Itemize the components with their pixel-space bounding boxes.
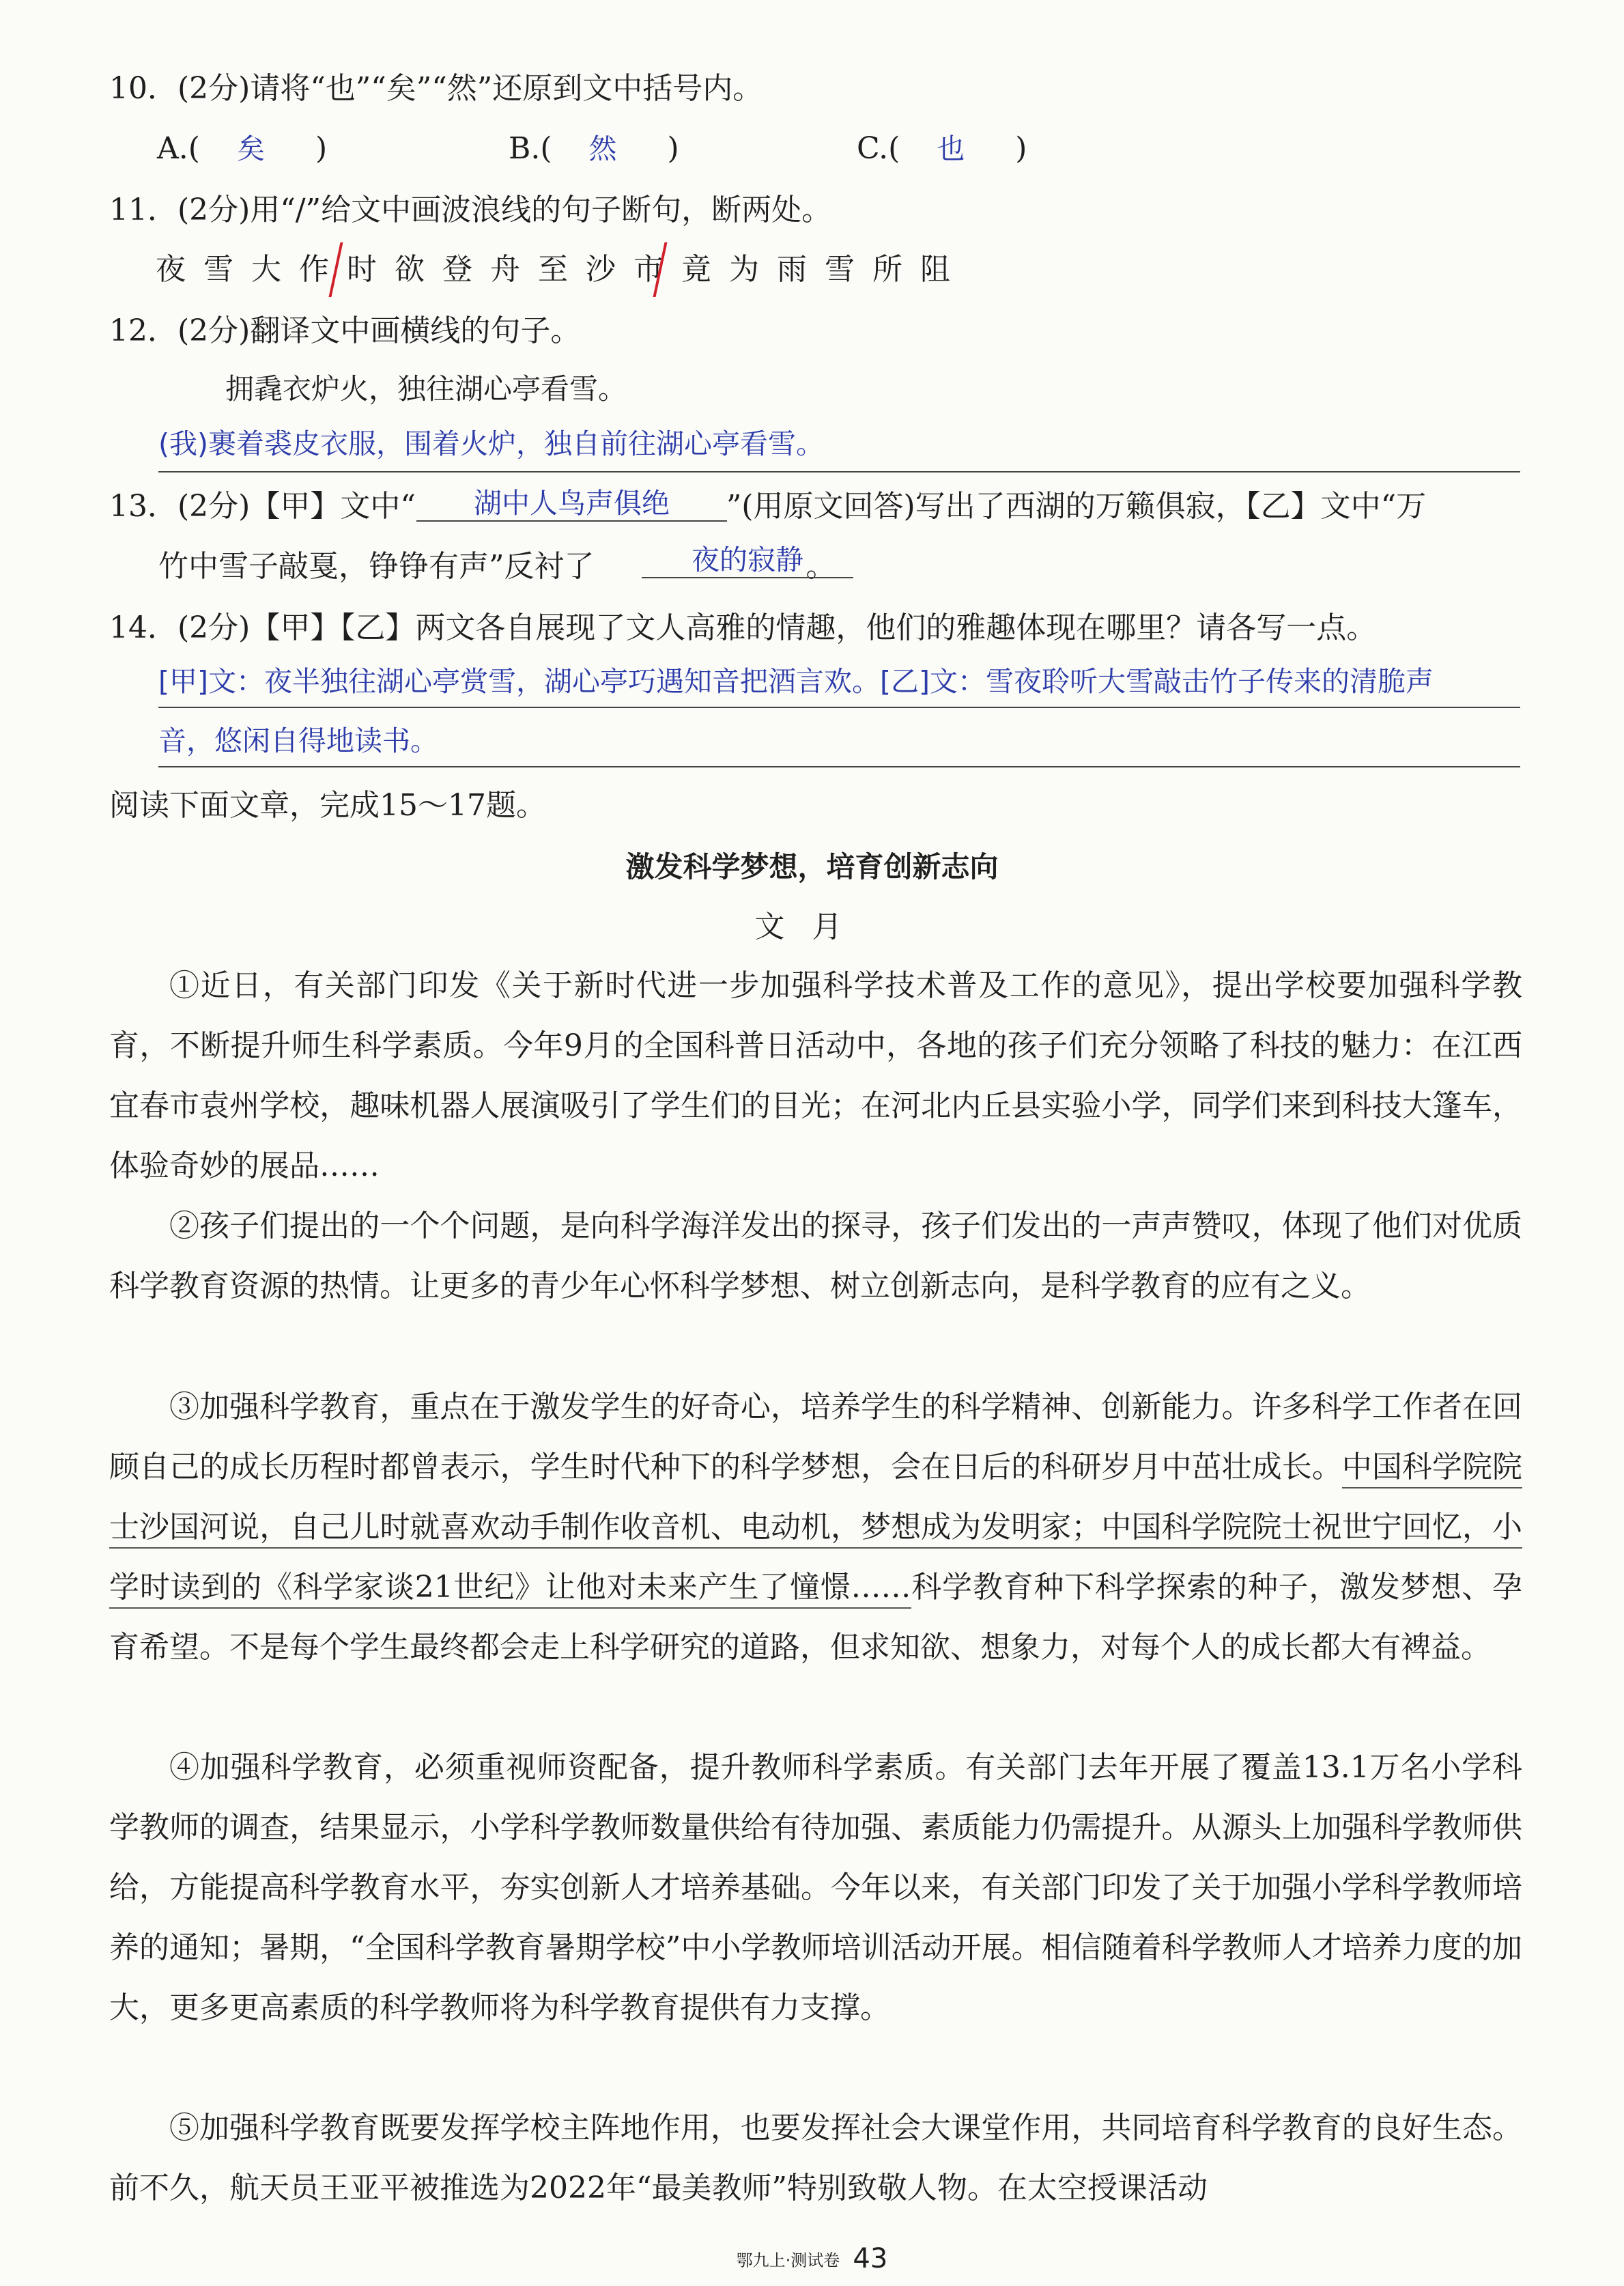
q10-b-close: ) (667, 131, 679, 166)
q12-stem: 12．(2分)翻译文中画横线的句子。 (109, 313, 581, 348)
q10-option-b (509, 128, 679, 169)
page-footer (0, 2243, 1624, 2274)
q11-part2: 时欲登舟至沙市 (347, 252, 681, 287)
q10-c-close: ) (1015, 131, 1027, 166)
q10-option-c (857, 128, 1027, 169)
q14-answer-rule2 (158, 766, 1520, 767)
q13-line2-pre: 竹中雪子敲戛，铮铮有声”反衬了 (158, 549, 595, 584)
q10-b-label: B.( (509, 131, 552, 166)
article-paragraph-1: ①近日，有关部门印发《关于新时代进一步加强科学技术普及工作的意见》，提出学校要加强科学教育，不断提升师生科学素质。今年9月的全国科普日活动中，各地的孩子们充分领略了科技的魅力：在江西宜春市袁州学校，趣味机器人展演吸引了学生们的目光；在河北内丘县实验小学，同学们来到科技大篷车，体验奇妙的展品…… (109, 968, 1522, 1183)
q13-blank2: 夜的寂静 (642, 543, 853, 578)
q14-answer-line1: [甲]文：夜半独往湖心亭赏雪，湖心亭巧遇知音把酒言欢。[乙]文：雪夜聆听大雪敲击竹子传来的清脆声 (158, 665, 1434, 698)
q11-part3: 竟为雨雪所阻 (681, 252, 968, 287)
q10-option-a (157, 128, 327, 169)
reading-intro: 阅读下面文章，完成15～17题。 (109, 788, 546, 823)
q11-part1: 夜雪大作 (156, 252, 347, 287)
article-paragraph-3 (109, 1377, 1522, 1678)
p3-text-b: 科学教育种下科学探索的种子，激发梦想、孕育希望。不是每个学生最终都会走上科学研究的道路，但求知欲、想象力，对每个人的成长都大有裨益。 (109, 1570, 1522, 1665)
article-title: 激发科学梦想，培育创新志向 (625, 850, 999, 884)
q10-stem: 10．(2分)请将“也”“矣”“然”还原到文中括号内。 (109, 71, 763, 106)
q10-c-label: C.( (857, 131, 900, 166)
q13-line2-post: 。 (806, 549, 836, 584)
q13-line1-post: ”(用原文回答)写出了西湖的万籁俱寂，【乙】文中“万 (726, 489, 1427, 524)
p3-text-a: ③加强科学教育，重点在于激发学生的好奇心，培养学生的科学精神、创新能力。许多科学工作者在回顾自己的成长历程时都曾表示，学生时代种下的科学梦想，会在日后的科研岁月中茁壮成长。 (109, 1389, 1522, 1484)
q12-answer-line (158, 471, 1520, 472)
q11-stem: 11．(2分)用“/”给文中画波浪线的句子断句，断两处。 (109, 193, 832, 227)
article-paragraph-5: ⑤加强科学教育既要发挥学校主阵地作用，也要发挥社会大课堂作用，共同培育科学教育的良好生态。前不久，航天员王亚平被推选为2022年“最美教师”特别致敬人物。在太空授课活动 (109, 2111, 1522, 2205)
q10-a-close: ) (315, 131, 328, 166)
q14-answer-line2: 音，悠闲自得地读书。 (158, 724, 438, 757)
q14-stem: 14．(2分)【甲】【乙】两文各自展现了文人高雅的情趣，他们的雅趣体现在哪里？请各写一点。 (109, 610, 1377, 645)
q12-answer: (我)裹着裘皮衣服，围着火炉，独自前往湖心亭看雪。 (158, 427, 824, 460)
q13-line1-pre: 13．(2分)【甲】文中“ (109, 489, 416, 524)
article-paragraph-4: ④加强科学教育，必须重视师资配备，提升教师科学素质。有关部门去年开展了覆盖13.1万名小学科学教师的调查，结果显示，小学科学教师数量供给有待加强、素质能力仍需提升。从源头上加强科学教师供给，方能提高科学教育水平，夯实创新人才培养基础。今年以来，有关部门印发了关于加强小学科学教师培养的通知；暑期，“全国科学教育暑期学校”中小学教师培训活动开展。相信随着科学教师人才培养力度的加大，更多更高素质的科学教师将为科学教育提供有力支撑。 (109, 1750, 1522, 2025)
q10-b-answer: 然 (588, 132, 617, 165)
q10-a-answer: 矣 (236, 132, 265, 165)
q10-a-label: A.( (157, 131, 200, 166)
article-author: 文月 (754, 909, 870, 944)
q10-c-answer: 也 (937, 132, 965, 165)
q11-sentence (156, 249, 968, 290)
q12-sentence: 拥毳衣炉火，独往湖心亭看雪。 (225, 372, 627, 406)
article-paragraph-2: ②孩子们提出的一个个问题，是向科学海洋发出的探寻，孩子们发出的一声声赞叹，体现了他们对优质科学教育资源的热情。让更多的青少年心怀科学梦想、树立创新志向，是科学教育的应有之义。 (109, 1209, 1522, 1303)
q13-blank1: 湖中人鸟声俱绝 (416, 486, 727, 522)
p3-underlined-sentence: 中国科学院院士沙国河说，自己儿时就喜欢动手制作收音机、电动机，梦想成为发明家；中国科学院院士祝世宁回忆，小学时读到的《科学家谈21世纪》让他对未来产生了憧憬…… (109, 1450, 1522, 1609)
page-number: 43 (853, 2243, 888, 2274)
q14-answer-rule1 (158, 707, 1520, 708)
q13-line1 (109, 486, 1426, 527)
footer-book: 鄂九上·测试卷 (736, 2250, 840, 2270)
